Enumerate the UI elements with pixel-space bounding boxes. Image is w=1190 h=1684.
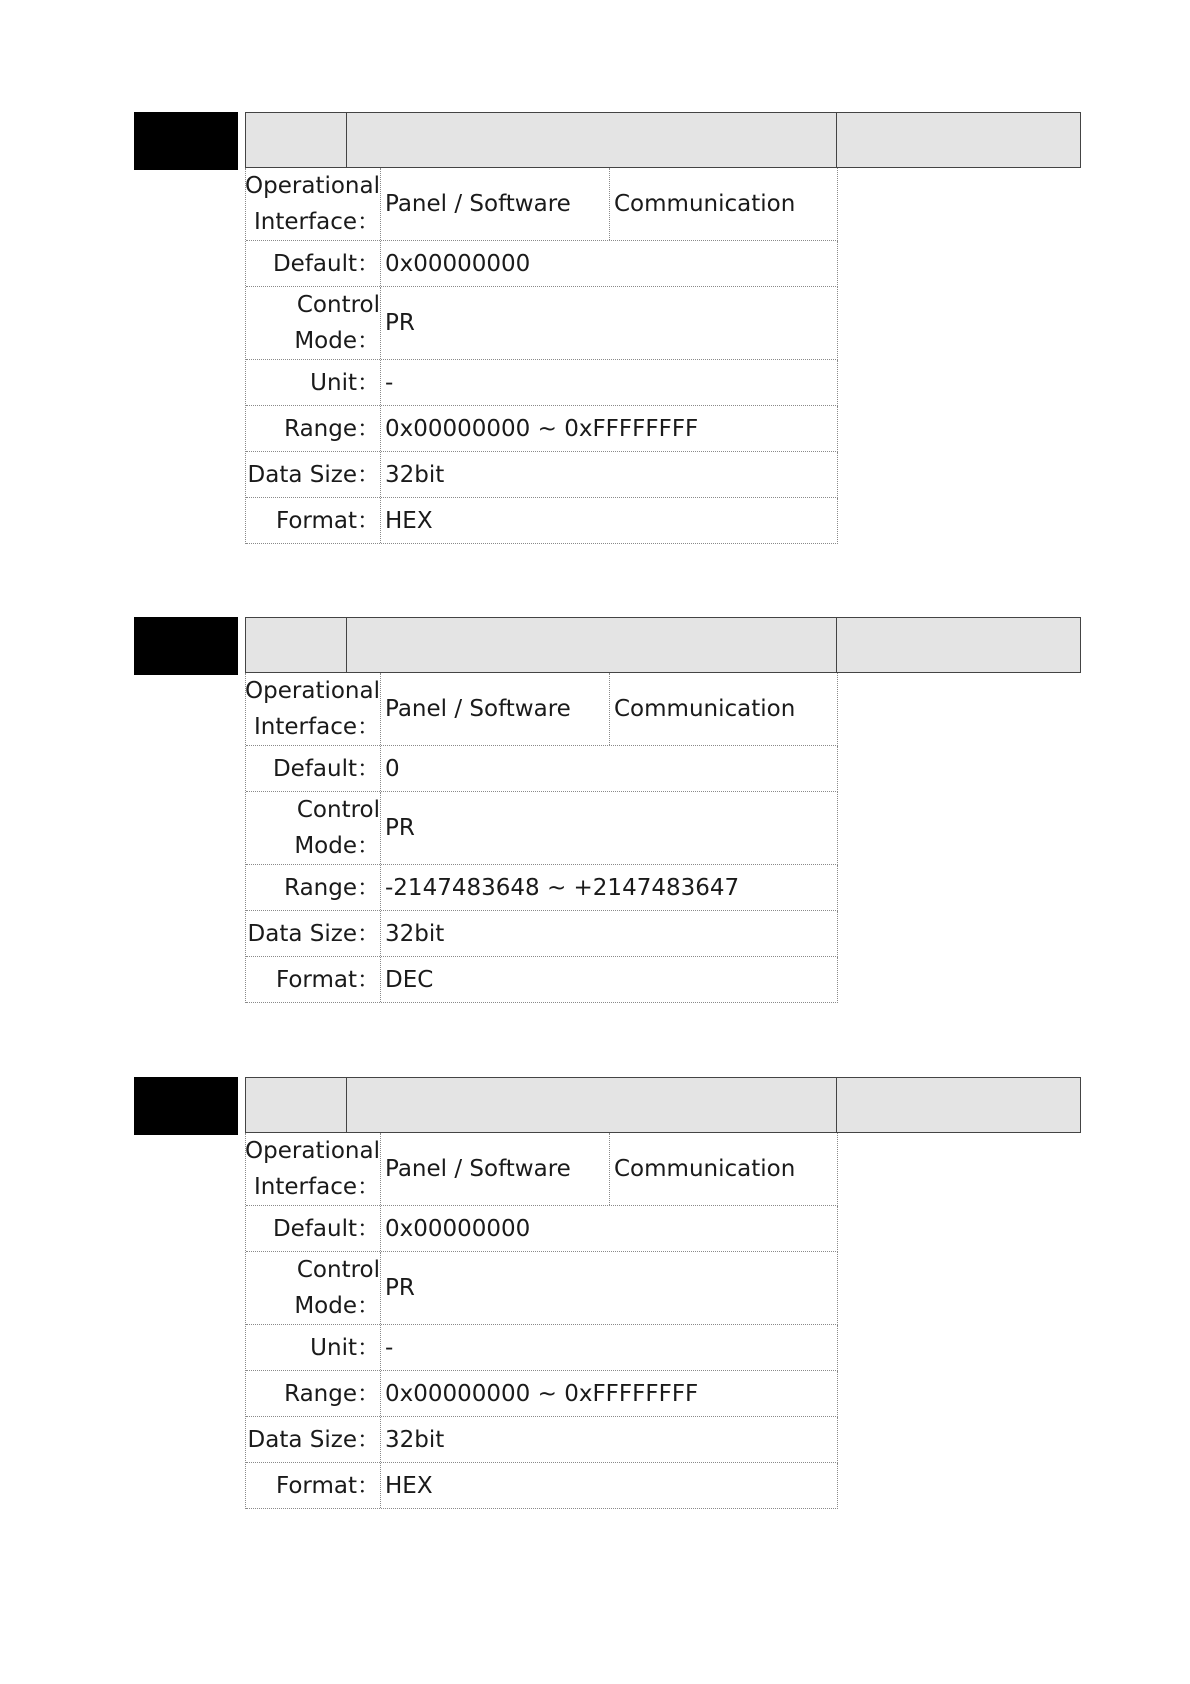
header-divider [346,113,347,167]
row-value: Panel / Software [385,1133,610,1205]
row-value: PR [385,310,415,336]
row-label [246,498,381,543]
row-label-line: Operational [245,678,380,704]
row-label [246,792,381,864]
row-label [246,1252,381,1324]
row-label-line: Range： [284,1380,380,1407]
row-label [246,673,381,745]
row-label-line: Control [296,797,380,823]
row-label-line: Default： [272,250,380,277]
row-label-line: Control [296,1257,380,1283]
row-value-secondary: Communication [614,1156,796,1182]
row-label [246,1133,381,1205]
row-label-line: Mode： [294,328,380,354]
header-divider [346,1078,347,1132]
row-value: PR [385,1275,415,1301]
table-row [246,1371,838,1417]
row-label [246,287,381,359]
row-label-line: Interface： [254,1174,380,1200]
row-label-line: Interface： [254,209,380,235]
row-label [246,406,381,451]
row-label [246,865,381,910]
table-row [246,498,838,544]
row-label [246,360,381,405]
row-label-line: Format： [275,507,380,534]
table-row [246,406,838,452]
row-label-line: Data Size： [247,1426,380,1453]
header-divider [836,113,837,167]
row-label-line: Unit： [310,369,380,396]
table-row [246,1133,838,1206]
row-label-line: Data Size： [247,920,380,947]
row-label-line: Mode： [294,833,380,859]
row-label-line: Operational [245,173,380,199]
parameter-table [245,673,838,1003]
row-label-line: Mode： [294,1293,380,1319]
row-value: 0 [385,755,400,782]
table-row [246,673,838,746]
row-value: 32bit [385,461,445,488]
table-row [246,1206,838,1252]
header-divider [346,618,347,672]
table-row [246,957,838,1003]
table-row [246,1417,838,1463]
table-row [246,911,838,957]
parameter-header-bar [245,112,1081,168]
header-divider [836,1078,837,1132]
row-label [246,1206,381,1251]
parameter-header-bar [245,1077,1081,1133]
row-value: -2147483648 ~ +2147483647 [385,874,740,901]
table-row [246,1252,838,1325]
parameter-table [245,168,838,544]
table-row [246,1325,838,1371]
parameter-header-bar [245,617,1081,673]
row-value: - [385,369,394,396]
row-label-line: Control [296,292,380,318]
row-value: Panel / Software [385,168,610,240]
header-divider [836,618,837,672]
row-value: 32bit [385,920,445,947]
row-label [246,241,381,286]
table-row [246,746,838,792]
row-label [246,1463,381,1508]
parameter-id-tag [134,1077,238,1135]
row-label-line: Operational [245,1138,380,1164]
row-label-line: Format： [275,1472,380,1499]
table-row [246,792,838,865]
row-label-line: Unit： [310,1334,380,1361]
row-value: 0x00000000 ~ 0xFFFFFFFF [385,1380,699,1407]
row-value: HEX [385,1472,433,1499]
row-label-line: Interface： [254,714,380,740]
row-label [246,911,381,956]
row-label-line: Default： [272,755,380,782]
table-row [246,452,838,498]
row-value: 32bit [385,1426,445,1453]
row-value-secondary: Communication [614,191,796,217]
row-label [246,1371,381,1416]
row-value-secondary: Communication [614,696,796,722]
table-row [246,1463,838,1509]
table-row [246,287,838,360]
table-row [246,241,838,287]
row-label [246,957,381,1002]
row-label-line: Format： [275,966,380,993]
row-label [246,452,381,497]
parameter-id-tag [134,617,238,675]
parameter-table [245,1133,838,1509]
table-row [246,360,838,406]
row-value: 0x00000000 ~ 0xFFFFFFFF [385,415,699,442]
row-label [246,1325,381,1370]
row-value: PR [385,815,415,841]
row-value: - [385,1334,394,1361]
row-label-line: Range： [284,874,380,901]
row-value: HEX [385,507,433,534]
row-value: 0x00000000 [385,250,531,277]
table-row [246,865,838,911]
row-label-line: Default： [272,1215,380,1242]
row-label-line: Range： [284,415,380,442]
row-value: DEC [385,966,434,993]
row-value: 0x00000000 [385,1215,531,1242]
row-value: Panel / Software [385,673,610,745]
parameter-id-tag [134,112,238,170]
row-label-line: Data Size： [247,461,380,488]
table-row [246,168,838,241]
row-label [246,1417,381,1462]
row-label [246,746,381,791]
row-label [246,168,381,240]
